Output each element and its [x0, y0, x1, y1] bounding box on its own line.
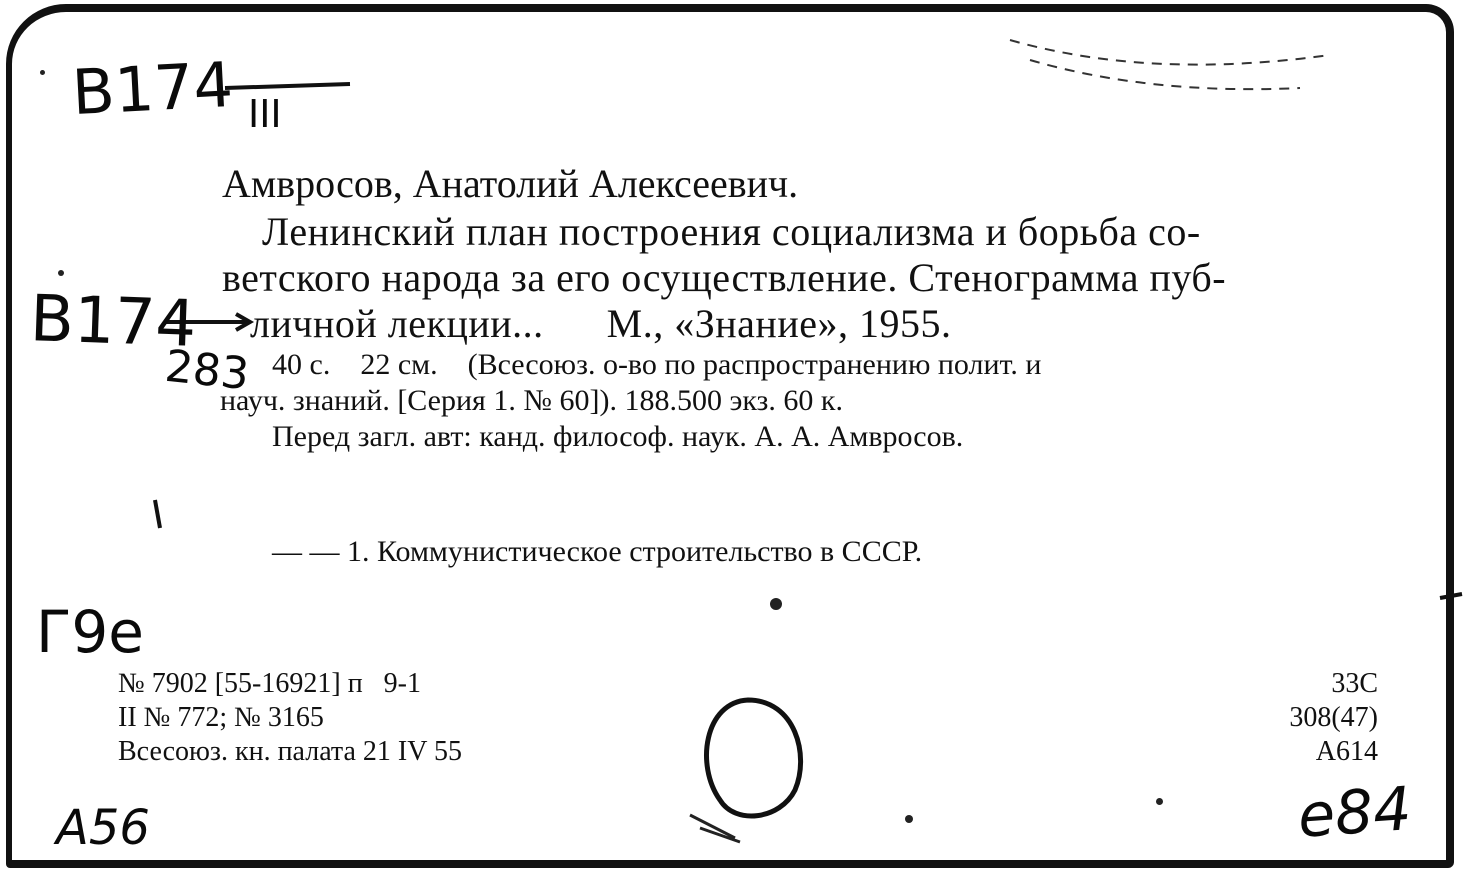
- handwritten-side-call-number: B174: [28, 282, 198, 362]
- ink-dot: [905, 815, 913, 823]
- handwritten-shelf-mark: Г9е: [36, 598, 144, 666]
- entry-author: Амвросов, Анатолий Алексеевич.: [222, 161, 799, 206]
- ink-dot: [58, 270, 64, 276]
- entry-description-line-2: науч. знаний. [Серия 1. № 60]). 188.500 экз. 60 к.: [220, 384, 843, 417]
- handwritten-side-call-number-sub: 283: [162, 340, 252, 401]
- handwritten-bottom-right: е84: [1295, 774, 1414, 852]
- entry-subject-heading: — — 1. Коммунистическое строительство в СССР.: [272, 535, 923, 568]
- footer-reference-numbers: II № 772; № 3165: [118, 702, 324, 733]
- footer-record-number: № 7902 [55-16921] п 9-1: [118, 668, 421, 699]
- entry-title-line-2: ветского народа за его осуществление. Стенограмма пуб-: [222, 255, 1227, 300]
- ink-dot: [770, 598, 782, 610]
- edge-mark: [1440, 594, 1462, 598]
- call-number-rule: [225, 84, 350, 88]
- entry-title-line-1: Ленинский план построения социализма и борьба со-: [262, 209, 1201, 254]
- ink-dot: [40, 70, 45, 75]
- author-mark: А614: [1315, 736, 1378, 767]
- entry-note: Перед загл. авт: канд. философ. наук. А. А. Амвросов.: [272, 420, 964, 453]
- ink-dot: [1156, 798, 1163, 805]
- footer-chamber-date: Всесоюз. кн. палата 21 IV 55: [118, 736, 462, 767]
- classification-code-1: 33С: [1331, 668, 1378, 699]
- handwritten-bottom-left: A56: [56, 800, 150, 856]
- tick-mark: [155, 500, 160, 528]
- entry-title-line-3: личной лекции... М., «Знание», 1955.: [250, 301, 952, 346]
- scan-artifact: [1010, 40, 1330, 89]
- scratch-mark: [690, 815, 740, 842]
- classification-code-2: 308(47): [1289, 702, 1378, 733]
- handwritten-call-number-sub: III: [248, 92, 282, 136]
- handwritten-call-number: B174: [70, 47, 235, 130]
- circle-mark-icon: [707, 700, 801, 816]
- entry-description-line-1: 40 с. 22 см. (Всесоюз. о-во по распространению полит. и: [272, 348, 1042, 381]
